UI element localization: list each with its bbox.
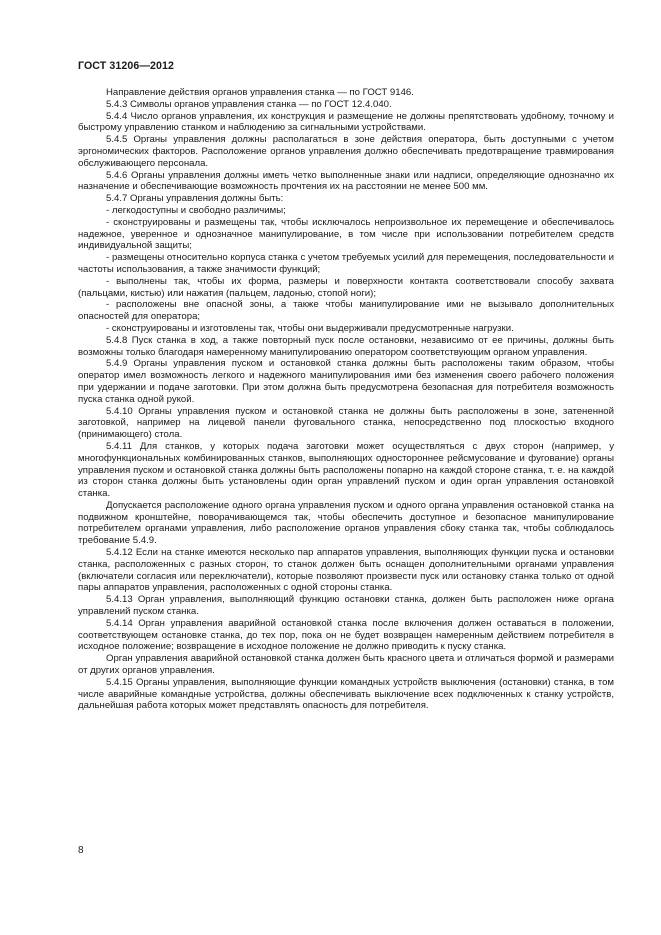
document-body xyxy=(78,87,614,712)
paragraph: Допускается расположение одного органа управления пуском и одного органа управления остановкой станка на подвижном кронштейне, поворачивающемся так, чтобы обеспечить доступное и безопасное манипулирование потребителем органами управления, либо расположение органов управления сбоку станка так, чтобы соблюдалось требование 5.4.9. xyxy=(78,499,614,547)
paragraph: 5.4.7 Органы управления должны быть: xyxy=(106,193,284,205)
paragraph: 5.4.3 Символы органов управления станка — по ГОСТ 12.4.040. xyxy=(106,98,392,110)
paragraph: 5.4.4 Число органов управления, их конструкция и размещение не должны препятствовать удобному, точному и быстрому управлению станком и наблюдению за сигнальными устройствами. xyxy=(78,110,614,134)
list-item: - выполнены так, чтобы их форма, размеры и поверхности контакта соответствовали способу захвата (пальцами, кистью) или нажатия (пальцем, ладонью, стопой ноги); xyxy=(78,275,614,299)
page-number: 8 xyxy=(78,845,84,856)
list-item: - легкодоступны и свободно различимы; xyxy=(106,204,286,216)
paragraph: 5.4.8 Пуск станка в ход, а также повторный пуск после остановки, независимо от ее причины, должны быть возможны только благодаря намеренному манипулированию оператором соответствующим органом управления. xyxy=(78,334,614,358)
list-item: - расположены вне опасной зоны, а также чтобы манипулирование ими не вызывало дополнительных опасностей для оператора; xyxy=(78,299,614,323)
paragraph: 5.4.12 Если на станке имеются несколько пар аппаратов управления, выполняющих функции пуска и остановки станка, расположенных с разных сторон, то станок должен быть оснащен дополнительными органами управления (включатели согласия или переключатели), которые позволяют произвести пуск или остановку станка только от одной пары аппаратов управления, расположенных с одной стороны станка. xyxy=(78,547,614,594)
paragraph: 5.4.15 Органы управления, выполняющие функции командных устройств выключения (остановки) станка, в том числе аварийные командные устройства, должны обеспечивать выключение всех подключенных к станку устройств, дальнейшая работа которых может представлять опасность для потребителя. xyxy=(78,676,614,712)
paragraph: 5.4.6 Органы управления должны иметь четко выполненные знаки или надписи, определяющие однозначно их назначение и обеспечивающие возможность прочтения их на расстоянии не менее 500 мм. xyxy=(78,169,614,193)
list-item: - размещены относительно корпуса станка с учетом требуемых усилий для перемещения, последовательности и частоты использования, а также значимости функций; xyxy=(78,252,614,275)
paragraph: 5.4.11 Для станков, у которых подача заготовки может осуществляться с двух сторон (например, у многофункциональных комбинированных станков, выполняющих одностороннее рейсмусование и фугование) органы управления пуском и остановкой станка должны быть расположены попарно на каждой стороне станка, т. е. на каждой из сторон станка должны быть установлены один орган управлений пуском и один орган управления остановкой станка. xyxy=(78,440,614,500)
paragraph: 5.4.9 Органы управления пуском и остановкой станка должны быть расположены таким образом, чтобы оператор имел возможность легкого и надежного манипулирования ими без изменения своего рабочего положения при удержании и подаче заготовки. При этом должна быть предусмотрена безопасная для потребителя возможность пуска станка одной рукой. xyxy=(78,358,614,405)
paragraph: 5.4.13 Орган управления, выполняющий функцию остановки станка, должен быть расположен ниже органа управлений пуском станка. xyxy=(78,594,614,618)
list-item: - сконструированы и изготовлены так, чтобы они выдерживали предусмотренные нагрузки. xyxy=(106,322,514,334)
paragraph: 5.4.10 Органы управления пуском и остановкой станка не должны быть расположены в зоне, затененной заготовкой, например на лицевой панели фуговального станка, непосредственно под плоскостью входного (принимающего) стола. xyxy=(78,405,614,441)
document-header: ГОСТ 31206—2012 xyxy=(78,60,175,72)
paragraph: Орган управления аварийной остановкой станка должен быть красного цвета и отличаться формой и размерами от других органов управления. xyxy=(78,653,614,677)
paragraph: 5.4.5 Органы управления должны располагаться в зоне действия оператора, быть доступными с учетом эргономических факторов. Расположение органов управления должно обеспечивать предотвращение травмирования обслуживающего персонала. xyxy=(78,134,614,169)
list-item: - сконструированы и размещены так, чтобы исключалось непроизвольное их перемещение и обеспечивалось надежное, уверенное и однозначное манипулирование, в том числе при использовании потребителем средств индивидуальной защиты; xyxy=(78,216,614,252)
paragraph: Направление действия органов управления станка — по ГОСТ 9146. xyxy=(106,87,414,98)
paragraph: 5.4.14 Орган управления аварийной остановкой станка после включения должен оставаться в положении, соответствующем остановке станка, до тех пор, пока он не будет возвращен намеренным действием потребителя в исходное положение; возвращение в исходное положение не должно приводить к пуску станка. xyxy=(78,617,614,653)
